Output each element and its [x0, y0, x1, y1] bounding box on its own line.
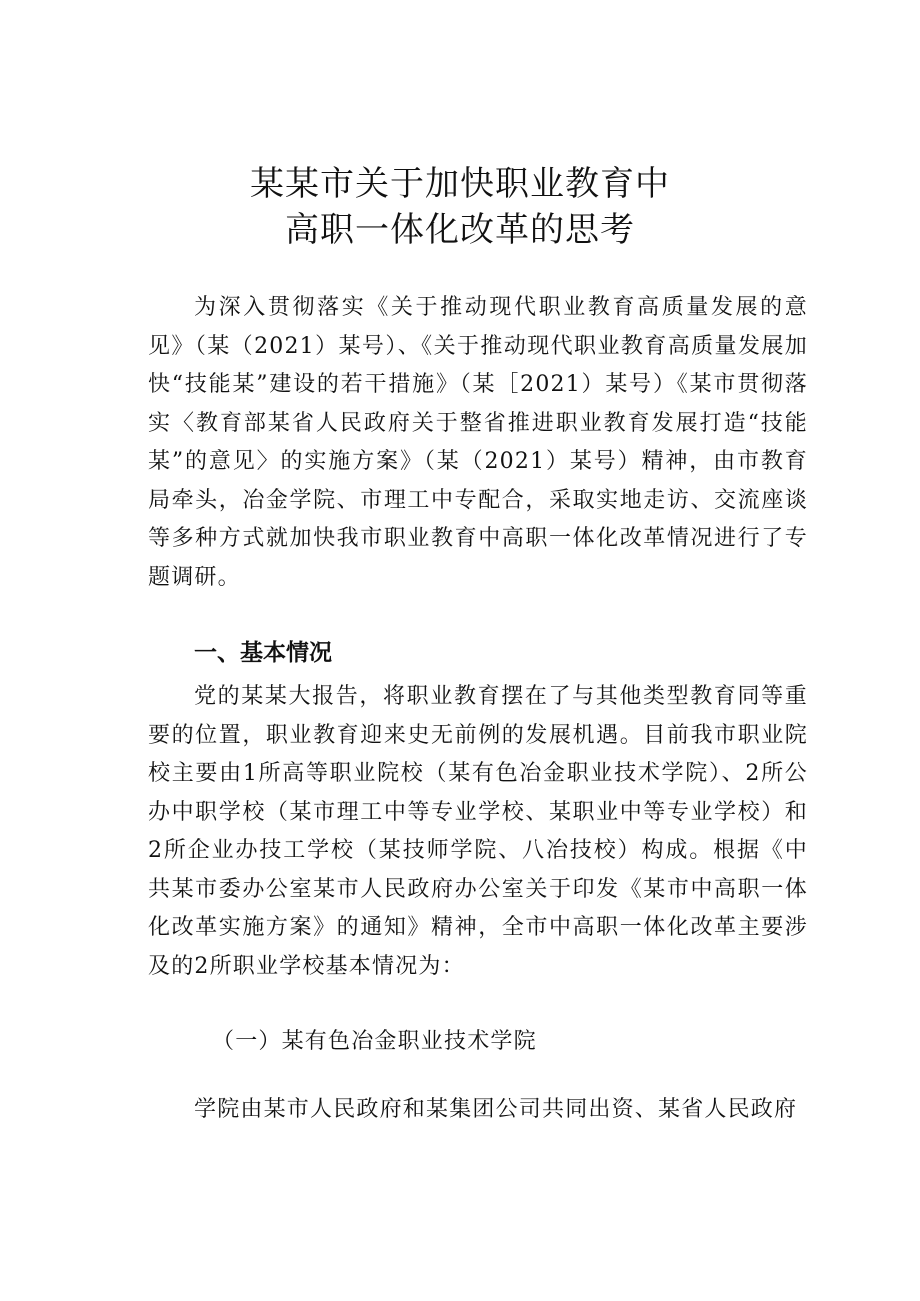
basic-situation-paragraph: 党的某某大报告，将职业教育摆在了与其他类型教育同等重要的位置，职业教育迎来史无前例的发展机遇。目前我市职业院校主要由1所高等职业院校（某有色冶金职业技术学院）、2所公办中职学校（某市理工中等专业学校、某职业中等专业学校）和2所企业办技工学校（某技师学院、八冶技校）构成。根据《中共某市委办公室某市人民政府办公室关于印发《某市中高职一体化改革实施方案》的通知》精神，全市中高职一体化改革主要涉及的2所职业学校基本情况为：	[148, 684, 808, 979]
subsection-heading-college: （一）某有色冶金职业技术学院	[212, 1029, 537, 1054]
document-title-line-1: 某某市关于加快职业教育中	[250, 164, 670, 204]
college-paragraph: 学院由某市人民政府和某集团公司共同出资、某省人民政府	[194, 1097, 798, 1122]
intro-paragraph: 为深入贯彻落实《关于推动现代职业教育高质量发展的意见》（某（2021）某号）、《关于推动现代职业教育高质量发展加快“技能某”建设的若干措施》（某［2021）某号）《某市贯彻落实〈教育部某省人民政府关于整省推进职业教育发展打造“技能某”的意见〉的实施方案》（某（2021）某号）精神，由市教育局牵头，冶金学院、市理工中专配合，采取实地走访、交流座谈等多种方式就加快我市职业教育中高职一体化改革情况进行了专题调研。	[148, 295, 808, 590]
section-heading-basic-situation: 一、基本情况	[194, 640, 332, 666]
document-title-line-2: 高职一体化改革的思考	[285, 210, 635, 250]
